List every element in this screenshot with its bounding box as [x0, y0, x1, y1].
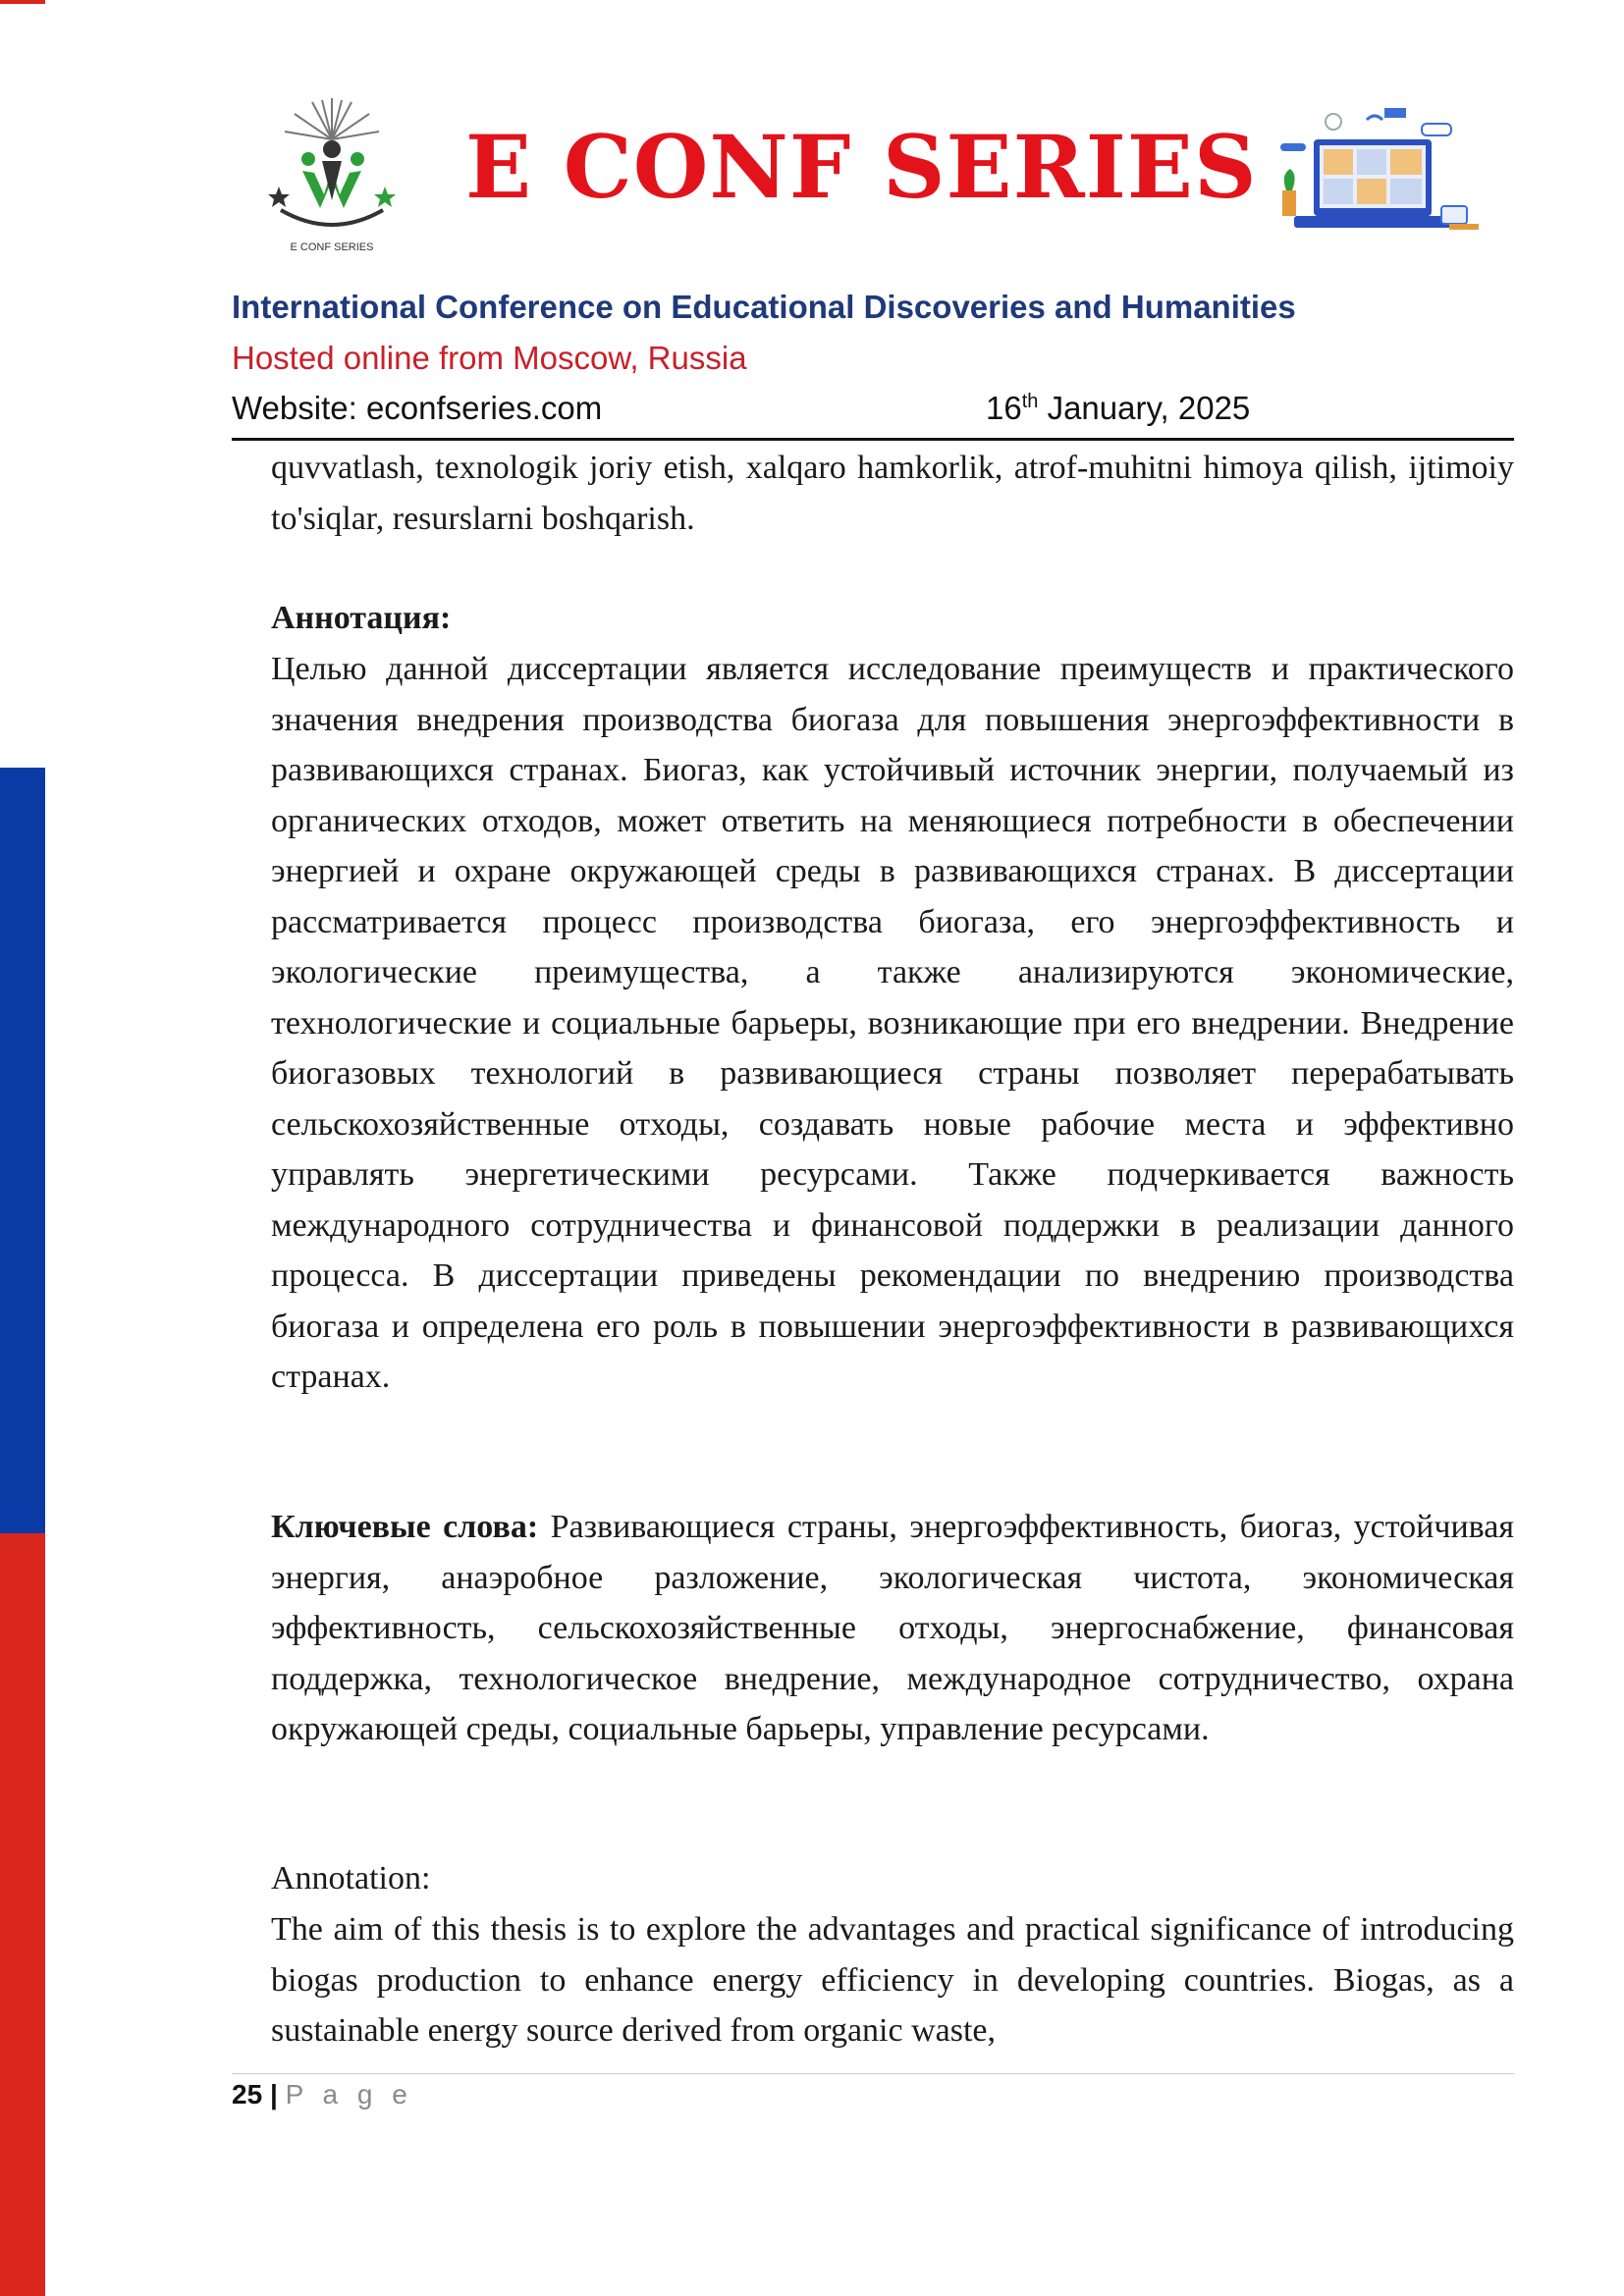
- uz-keywords-tail: quvvatlash, texnologik joriy etish, xalqaro hamkorlik, atrof-muhitni himoya qilish, ijtimoiy to'siqlar, resurslarni boshqarish.: [271, 450, 1514, 537]
- page-word: P a g e: [285, 2079, 413, 2109]
- footer-divider: [232, 2073, 1514, 2074]
- logo-caption: E CONF SERIES: [290, 241, 374, 253]
- laptop-video-call-icon: [1276, 100, 1483, 247]
- side-stripe-blue: [0, 768, 45, 1533]
- ru-annotation-text: Целью данной диссертации является исследование преимуществ и практического значения внедрения производства биогаза для повышения энергоэффективности в развивающихся странах. Биогаз, как устойчивый источник энергии, получаемый из органических отходов, может ответить на меняющиеся потребности в обеспечении энергией и охране окружающей среды в развивающихся странах. В диссертации рассматривается процесс производства биогаза, его энергоэффективность и экологические преимущества, а также анализируются экономические, технологические и социальные барьеры, возникающие при его внедрении. Внедрение биогазовых технологий в развивающиеся страны позволяет перерабатывать сельскохозяйственные отходы, создавать новые рабочие места и эффективно управлять энергетическими ресурсами. Также подчеркивается важность международного сотрудничества и финансовой поддержки в реализации данного процесса. В диссертации приведены рекомендации по внедрению производства биогаза и определена его роль в повышении энергоэффективности в развивающихся странах.: [271, 651, 1514, 1395]
- side-stripe-white: [0, 0, 45, 768]
- ru-annotation-heading: Аннотация:: [271, 600, 452, 636]
- ru-keywords: [271, 1502, 1514, 1755]
- footer-separator: |: [269, 2079, 278, 2109]
- brand-title: E CONF SERIES: [465, 116, 1258, 218]
- econf-logo: [263, 92, 401, 259]
- header-divider: [232, 438, 1514, 441]
- conference-website: Website: econfseries.com: [232, 390, 603, 426]
- ru-keywords-label: Ключевые слова:: [271, 1509, 539, 1545]
- date-rest: January, 2025: [1038, 390, 1251, 426]
- conference-date: [986, 390, 1250, 427]
- date-day: 16: [986, 390, 1022, 426]
- conference-title: International Conference on Educational Discoveries and Humanities: [232, 289, 1296, 325]
- page-footer: [232, 2079, 413, 2110]
- page-number: 25: [232, 2079, 263, 2109]
- conference-host: Hosted online from Moscow, Russia: [232, 340, 747, 376]
- en-annotation-heading: Annotation:: [271, 1860, 431, 1896]
- ru-keywords-text: Развивающиеся страны, энергоэффективность, биогаз, устойчивая энергия, анаэробное разложение, экологическая чистота, экономическая эффективность, сельскохозяйственные отходы, энергоснабжение, финансовая поддержка, технологическое внедрение, международное сотрудничество, охрана окружающей среды, социальные барьеры, управление ресурсами.: [271, 1509, 1515, 1747]
- date-suffix: th: [1021, 391, 1039, 412]
- side-stripe-red: [0, 1533, 45, 2296]
- en-annotation-text: The aim of this thesis is to explore the advantages and practical significance of introducing biogas production to enhance energy efficiency in developing countries. Biogas, as a sustainable energy source derived from organic waste,: [271, 1911, 1514, 2049]
- corner-mark: [0, 0, 45, 4]
- logo-emblem-icon: [263, 92, 401, 240]
- page-header: [232, 88, 1514, 265]
